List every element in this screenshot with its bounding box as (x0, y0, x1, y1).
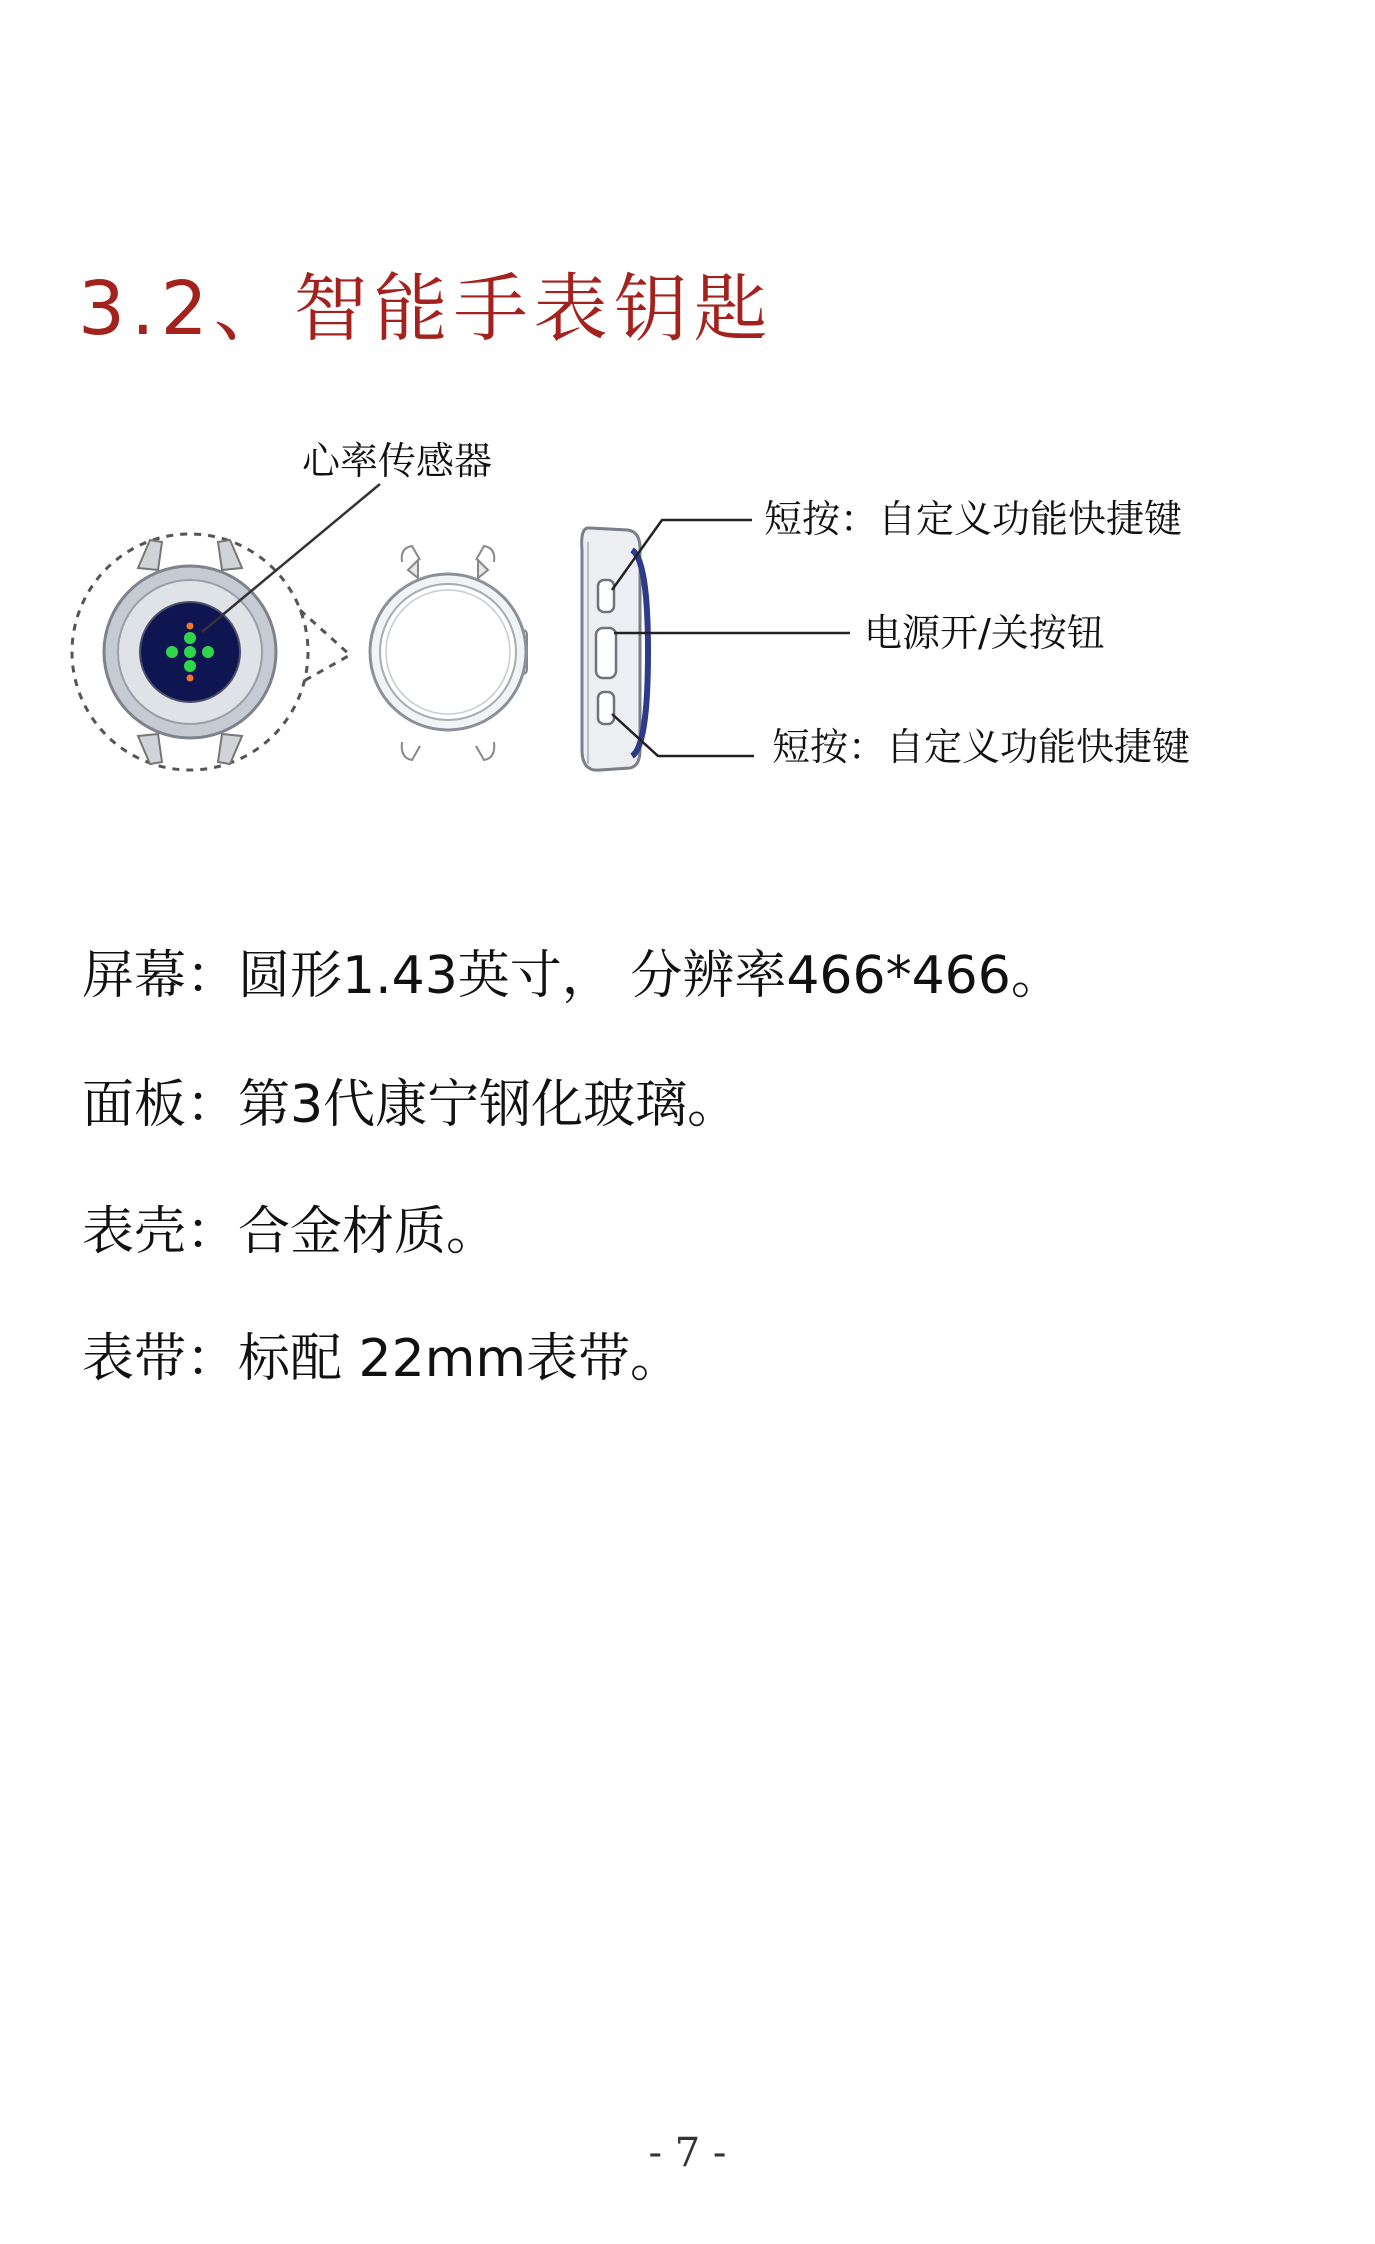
watch-back-view (72, 484, 380, 770)
section-heading: 3.2、智能手表钥匙 (78, 266, 774, 352)
spec-label: 表带： (82, 1329, 239, 1389)
sensor-led-bottom (187, 675, 194, 682)
watch-diagram (0, 420, 1375, 800)
spec-case (82, 1202, 499, 1262)
top-button-label: 短按：自定义功能快捷键 (764, 497, 1183, 541)
spec-value: 第3代康宁钢化玻璃。 (238, 1075, 740, 1135)
spec-value: 标配 22mm表带。 (238, 1329, 683, 1389)
page-number: - 7 - (648, 2130, 727, 2176)
watch-front-view (370, 546, 527, 760)
spec-label: 屏幕： (82, 946, 239, 1006)
spec-strap (82, 1329, 683, 1389)
spec-label: 表壳： (82, 1202, 239, 1262)
spec-value: 圆形1.43英寸， 分辨率466*466。 (238, 946, 1063, 1006)
bottom-button-label: 短按：自定义功能快捷键 (772, 725, 1191, 769)
spec-label: 面板： (82, 1075, 239, 1135)
spec-screen (82, 946, 1063, 1006)
sensor-led-center (184, 646, 196, 658)
spec-value: 合金材质。 (238, 1202, 499, 1262)
sensor-led-top (187, 623, 194, 630)
heart-rate-sensor-label: 心率传感器 (302, 439, 493, 483)
sensor-led-down (184, 660, 196, 672)
sensor-led-right (202, 646, 214, 658)
spec-panel (82, 1075, 740, 1135)
sensor-led-left (166, 646, 178, 658)
power-button-label: 电源开/关按钮 (864, 611, 1105, 655)
sensor-led-up (184, 632, 196, 644)
